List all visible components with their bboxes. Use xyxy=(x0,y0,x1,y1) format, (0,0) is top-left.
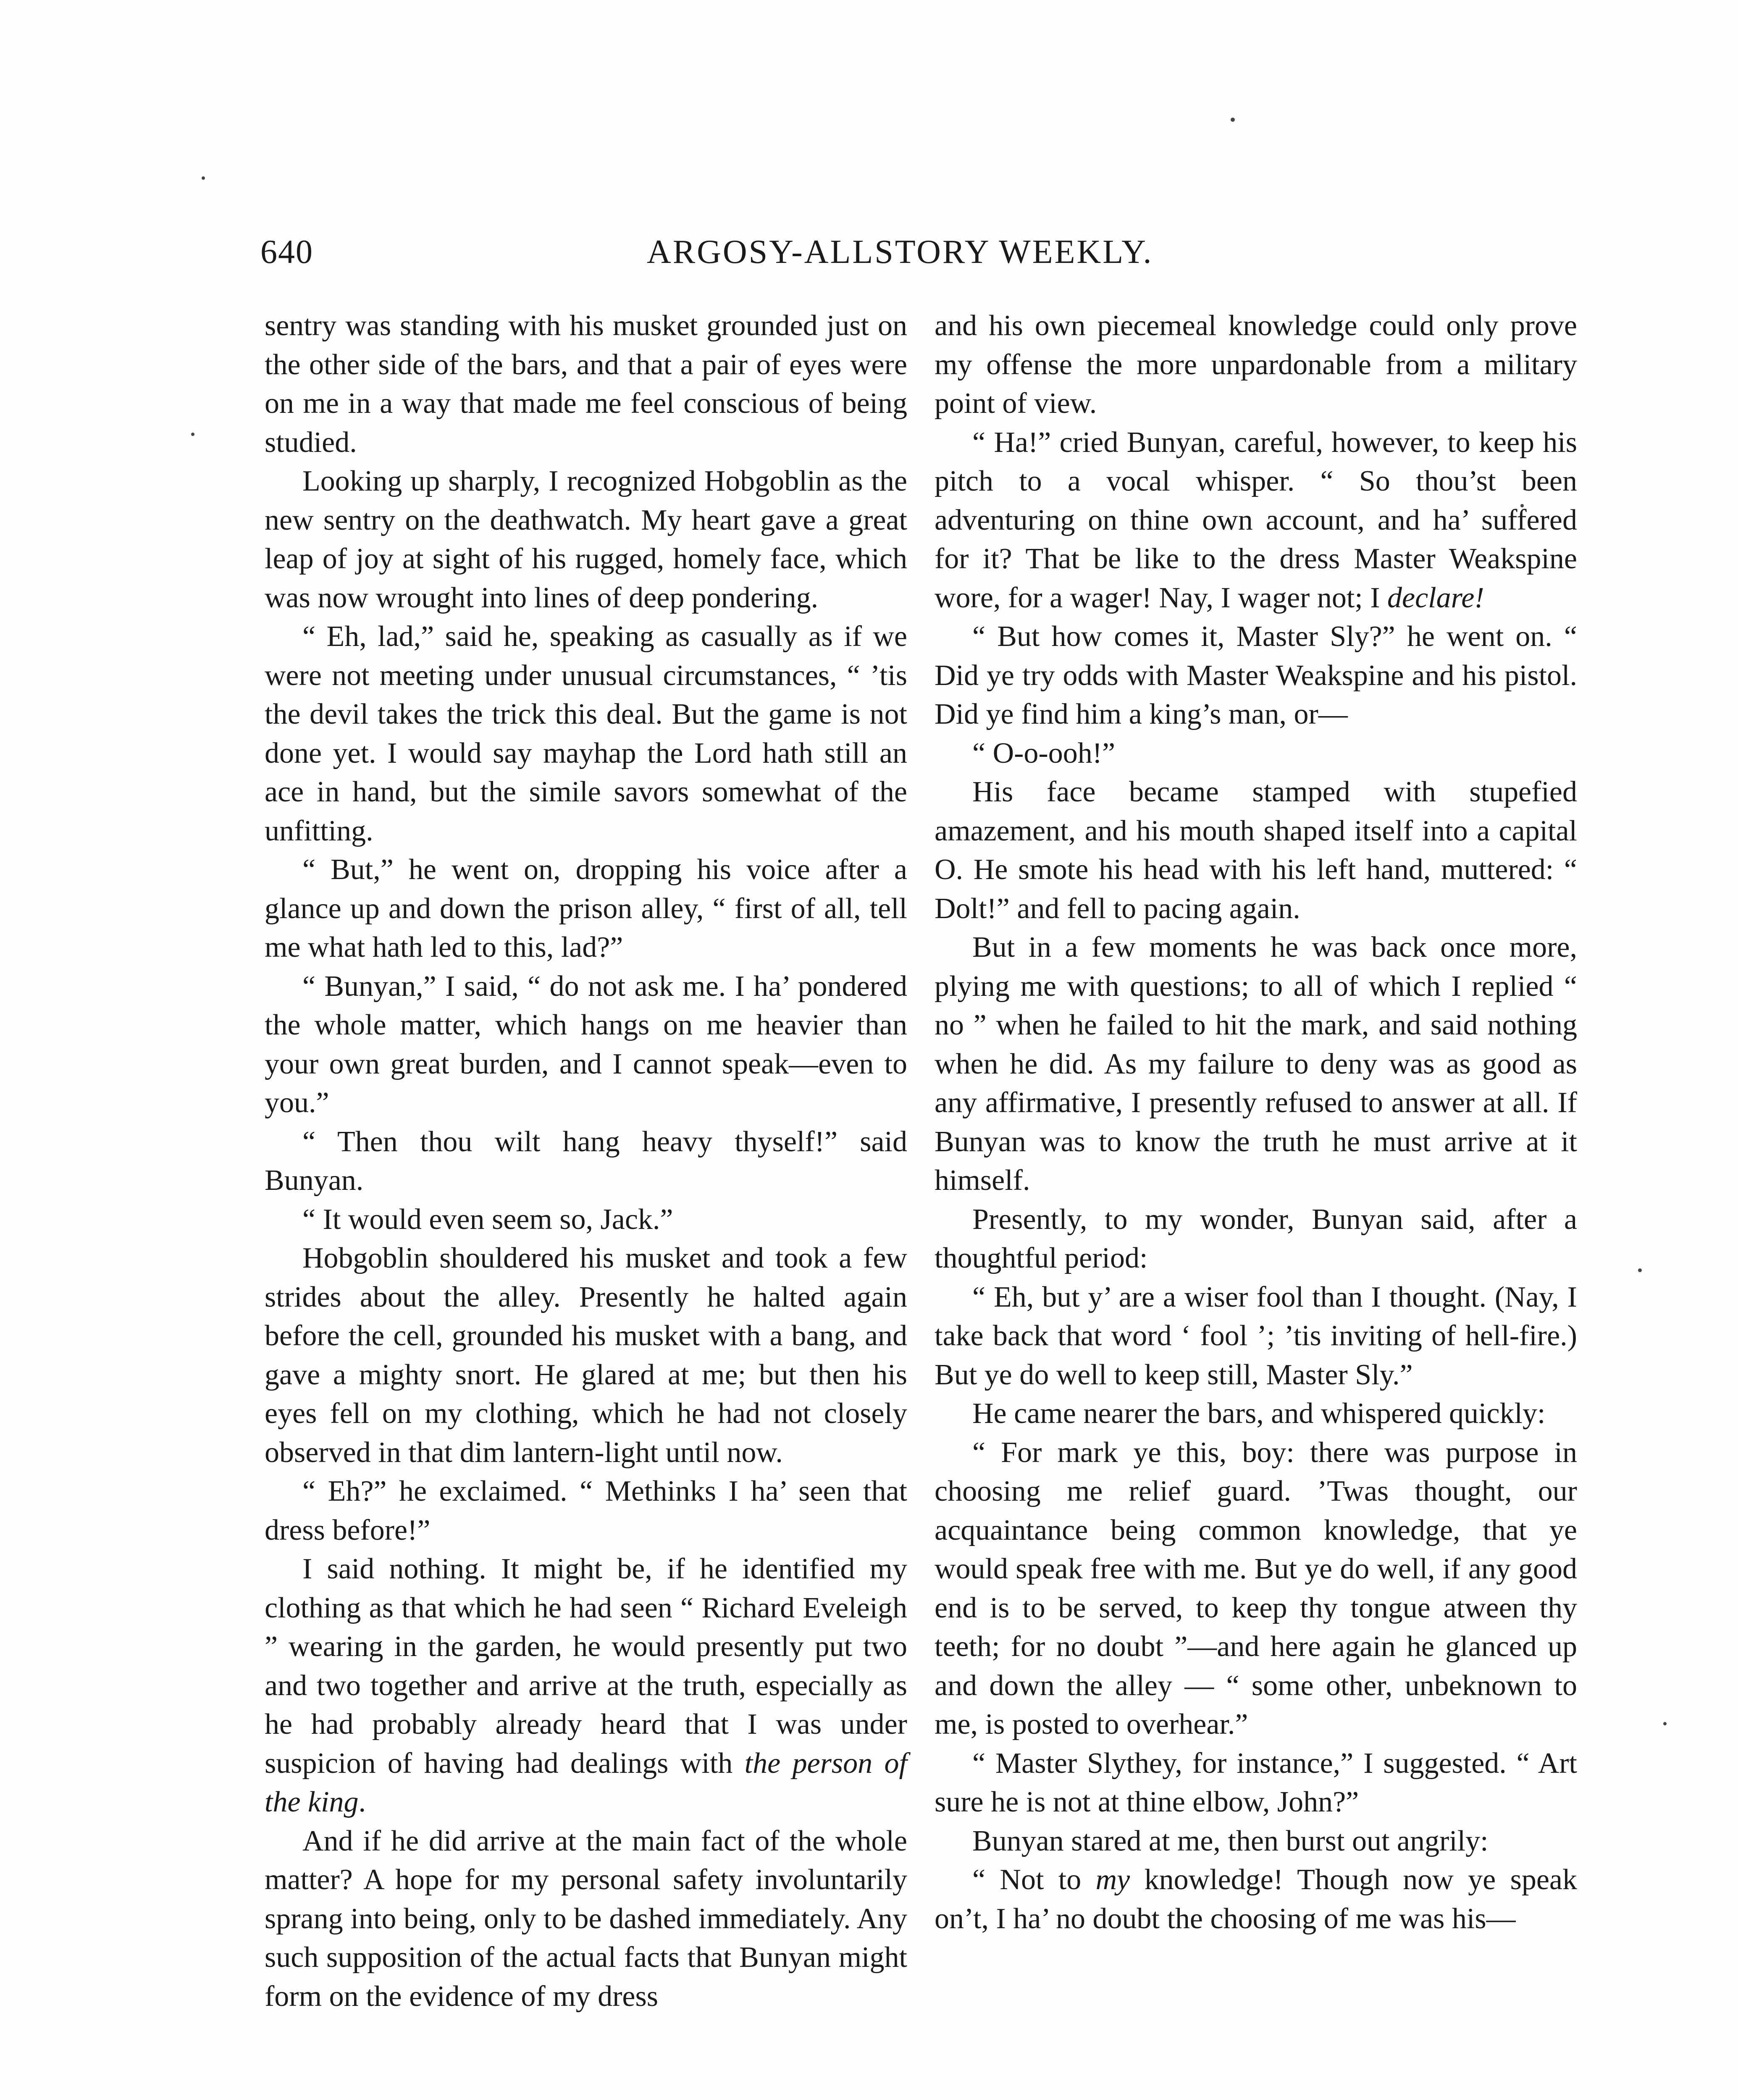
paragraph xyxy=(265,462,907,617)
right-column xyxy=(935,307,1577,1938)
text-run: Bunyan stared at me, then burst out angrily: xyxy=(972,1824,1489,1857)
paragraph xyxy=(265,1200,907,1239)
text-run: “ Master Slythey, for instance,” I suggested. “ Art sure he is not at thine elbow, John?” xyxy=(935,1747,1577,1818)
text-run: “ Ha!” cried Bunyan, careful, however, to keep his pitch to a vocal whisper. “ So thou’st been adventuring on thine own account, and ha’ suffered for it? That be like to the dress Master Weakspine wore, for a wager! Nay, I wager not; I xyxy=(935,426,1577,614)
text-run: “ Then thou wilt hang heavy thyself!” said Bunyan. xyxy=(265,1125,907,1197)
paragraph xyxy=(935,1394,1577,1433)
text-run: “ Not to xyxy=(972,1864,1096,1896)
paragraph xyxy=(935,1433,1577,1744)
text-run: “ For mark ye this, boy: there was purpose in choosing me relief guard. ’Twas thought, our acquaintance being common knowledge, that ye would speak free with me. But ye do well, if any good end is to be served, to keep thy tongue atween thy teeth; for no doubt ”—and here again he glanced up and down the alley — “ some other, unbeknown to me, is posted to overhear.” xyxy=(935,1436,1577,1740)
text-run: sentry was standing with his musket grounded just on the other side of the bars, and that a pair of eyes were on me in a way that made me feel conscious of being studied. xyxy=(265,310,907,459)
italic-text: declare! xyxy=(1387,581,1484,614)
text-run: Presently, to my wonder, Bunyan said, after a thoughtful period: xyxy=(935,1203,1577,1274)
paragraph xyxy=(265,850,907,967)
scan-speck xyxy=(191,433,194,436)
italic-text: my xyxy=(1095,1864,1130,1896)
text-run: Hobgoblin shouldered his musket and took a few strides about the alley. Presently he halted again before the cell, grounded his musket with a bang, and gave a mighty snort. He glared at me; but then his eyes fell on my clothing, which he had not closely observed in that dim lantern-light until now. xyxy=(265,1242,907,1469)
text-run: And if he did arrive at the main fact of the whole matter? A hope for my personal safety involuntarily sprang into being, only to be dashed immediately. Any such supposition of the actual facts that Bunyan might form on the evidence of my dress xyxy=(265,1824,907,2013)
paragraph xyxy=(935,928,1577,1200)
text-run: and his own piecemeal knowledge could only prove my offense the more unpardonable from a military point of view. xyxy=(935,310,1577,420)
paragraph xyxy=(265,1550,907,1822)
text-run: knowledge! Though now ye speak on’t, I ha’ no doubt the choosing of me was his— xyxy=(935,1864,1577,1935)
text-run: “ O-o-ooh!” xyxy=(972,737,1116,769)
paragraph xyxy=(935,617,1577,734)
paragraph xyxy=(935,1861,1577,1938)
scan-speck xyxy=(1231,118,1235,122)
paragraph xyxy=(935,1822,1577,1861)
paragraph xyxy=(935,423,1577,618)
paragraph xyxy=(265,967,907,1123)
text-run: I said nothing. It might be, if he identified my clothing as that which he had seen “ Richard Eveleigh ” wearing in the garden, he would presently put two and two together and arrive at the truth, especially as he had probably already heard that I was under suspicion of having had dealings with xyxy=(265,1553,907,1780)
paragraph xyxy=(935,773,1577,928)
paragraph xyxy=(935,1278,1577,1395)
scan-speck xyxy=(202,176,205,180)
paragraph xyxy=(265,1239,907,1472)
text-run: He came nearer the bars, and whispered quickly: xyxy=(972,1397,1546,1430)
text-run: “ Eh, but y’ are a wiser fool than I thought. (Nay, I take back that word ‘ fool ’; ’tis inviting of hell-fire.) But ye do well to keep still, Master Sly.” xyxy=(935,1281,1577,1391)
paragraph xyxy=(265,307,907,462)
paragraph xyxy=(265,1472,907,1550)
running-title: ARGOSY-ALLSTORY WEEKLY. xyxy=(647,234,1153,270)
paragraph xyxy=(265,1123,907,1200)
paragraph xyxy=(265,617,907,850)
paragraph xyxy=(265,1822,907,2016)
text-run: “ Bunyan,” I said, “ do not ask me. I ha’ pondered the whole matter, which hangs on me heavier than your own great burden, and I cannot speak—even to you.” xyxy=(265,970,907,1119)
text-run: Looking up sharply, I recognized Hobgoblin as the new sentry on the deathwatch. My heart gave a great leap of joy at sight of his rugged, homely face, which was now wrought into lines of deep pondering. xyxy=(265,465,907,614)
text-run: But in a few moments he was back once more, plying me with questions; to all of which I replied “ no ” when he failed to hit the mark, and said nothing when he did. As my failure to deny was as good as any affirmative, I presently refused to answer at all. If Bunyan was to know the truth he must arrive at it himself. xyxy=(935,931,1577,1197)
text-run: “ But,” he went on, dropping his voice after a glance up and down the prison alley, “ first of all, tell me what hath led to this, lad?” xyxy=(265,853,907,963)
paragraph xyxy=(935,1744,1577,1822)
page-number: 640 xyxy=(260,234,313,270)
text-run: . xyxy=(358,1786,366,1818)
paragraph xyxy=(935,734,1577,773)
text-run: “ But how comes it, Master Sly?” he went on. “ Did ye try odds with Master Weakspine and his pistol. Did ye find him a king’s man, or— xyxy=(935,620,1577,730)
paragraph xyxy=(935,307,1577,423)
text-run: “ It would even seem so, Jack.” xyxy=(302,1203,673,1236)
italic-text: the person of the king xyxy=(265,1747,907,1818)
text-run: “ Eh?” he exclaimed. “ Methinks I ha’ seen that dress before!” xyxy=(265,1475,907,1546)
left-column xyxy=(265,307,907,2016)
scan-speck xyxy=(1663,1722,1667,1725)
scan-speck xyxy=(1638,1268,1642,1272)
paragraph xyxy=(935,1200,1577,1278)
text-run: “ Eh, lad,” said he, speaking as casually as if we were not meeting under unusual circumstances, “ ’tis the devil takes the trick this deal. But the game is not done yet. I would say mayhap the Lord hath still an ace in hand, but the simile savors somewhat of the unfitting. xyxy=(265,620,907,847)
text-run: His face became stamped with stupefied amazement, and his mouth shaped itself into a capital O. He smote his head with his left hand, muttered: “ Dolt!” and fell to pacing again. xyxy=(935,776,1577,925)
